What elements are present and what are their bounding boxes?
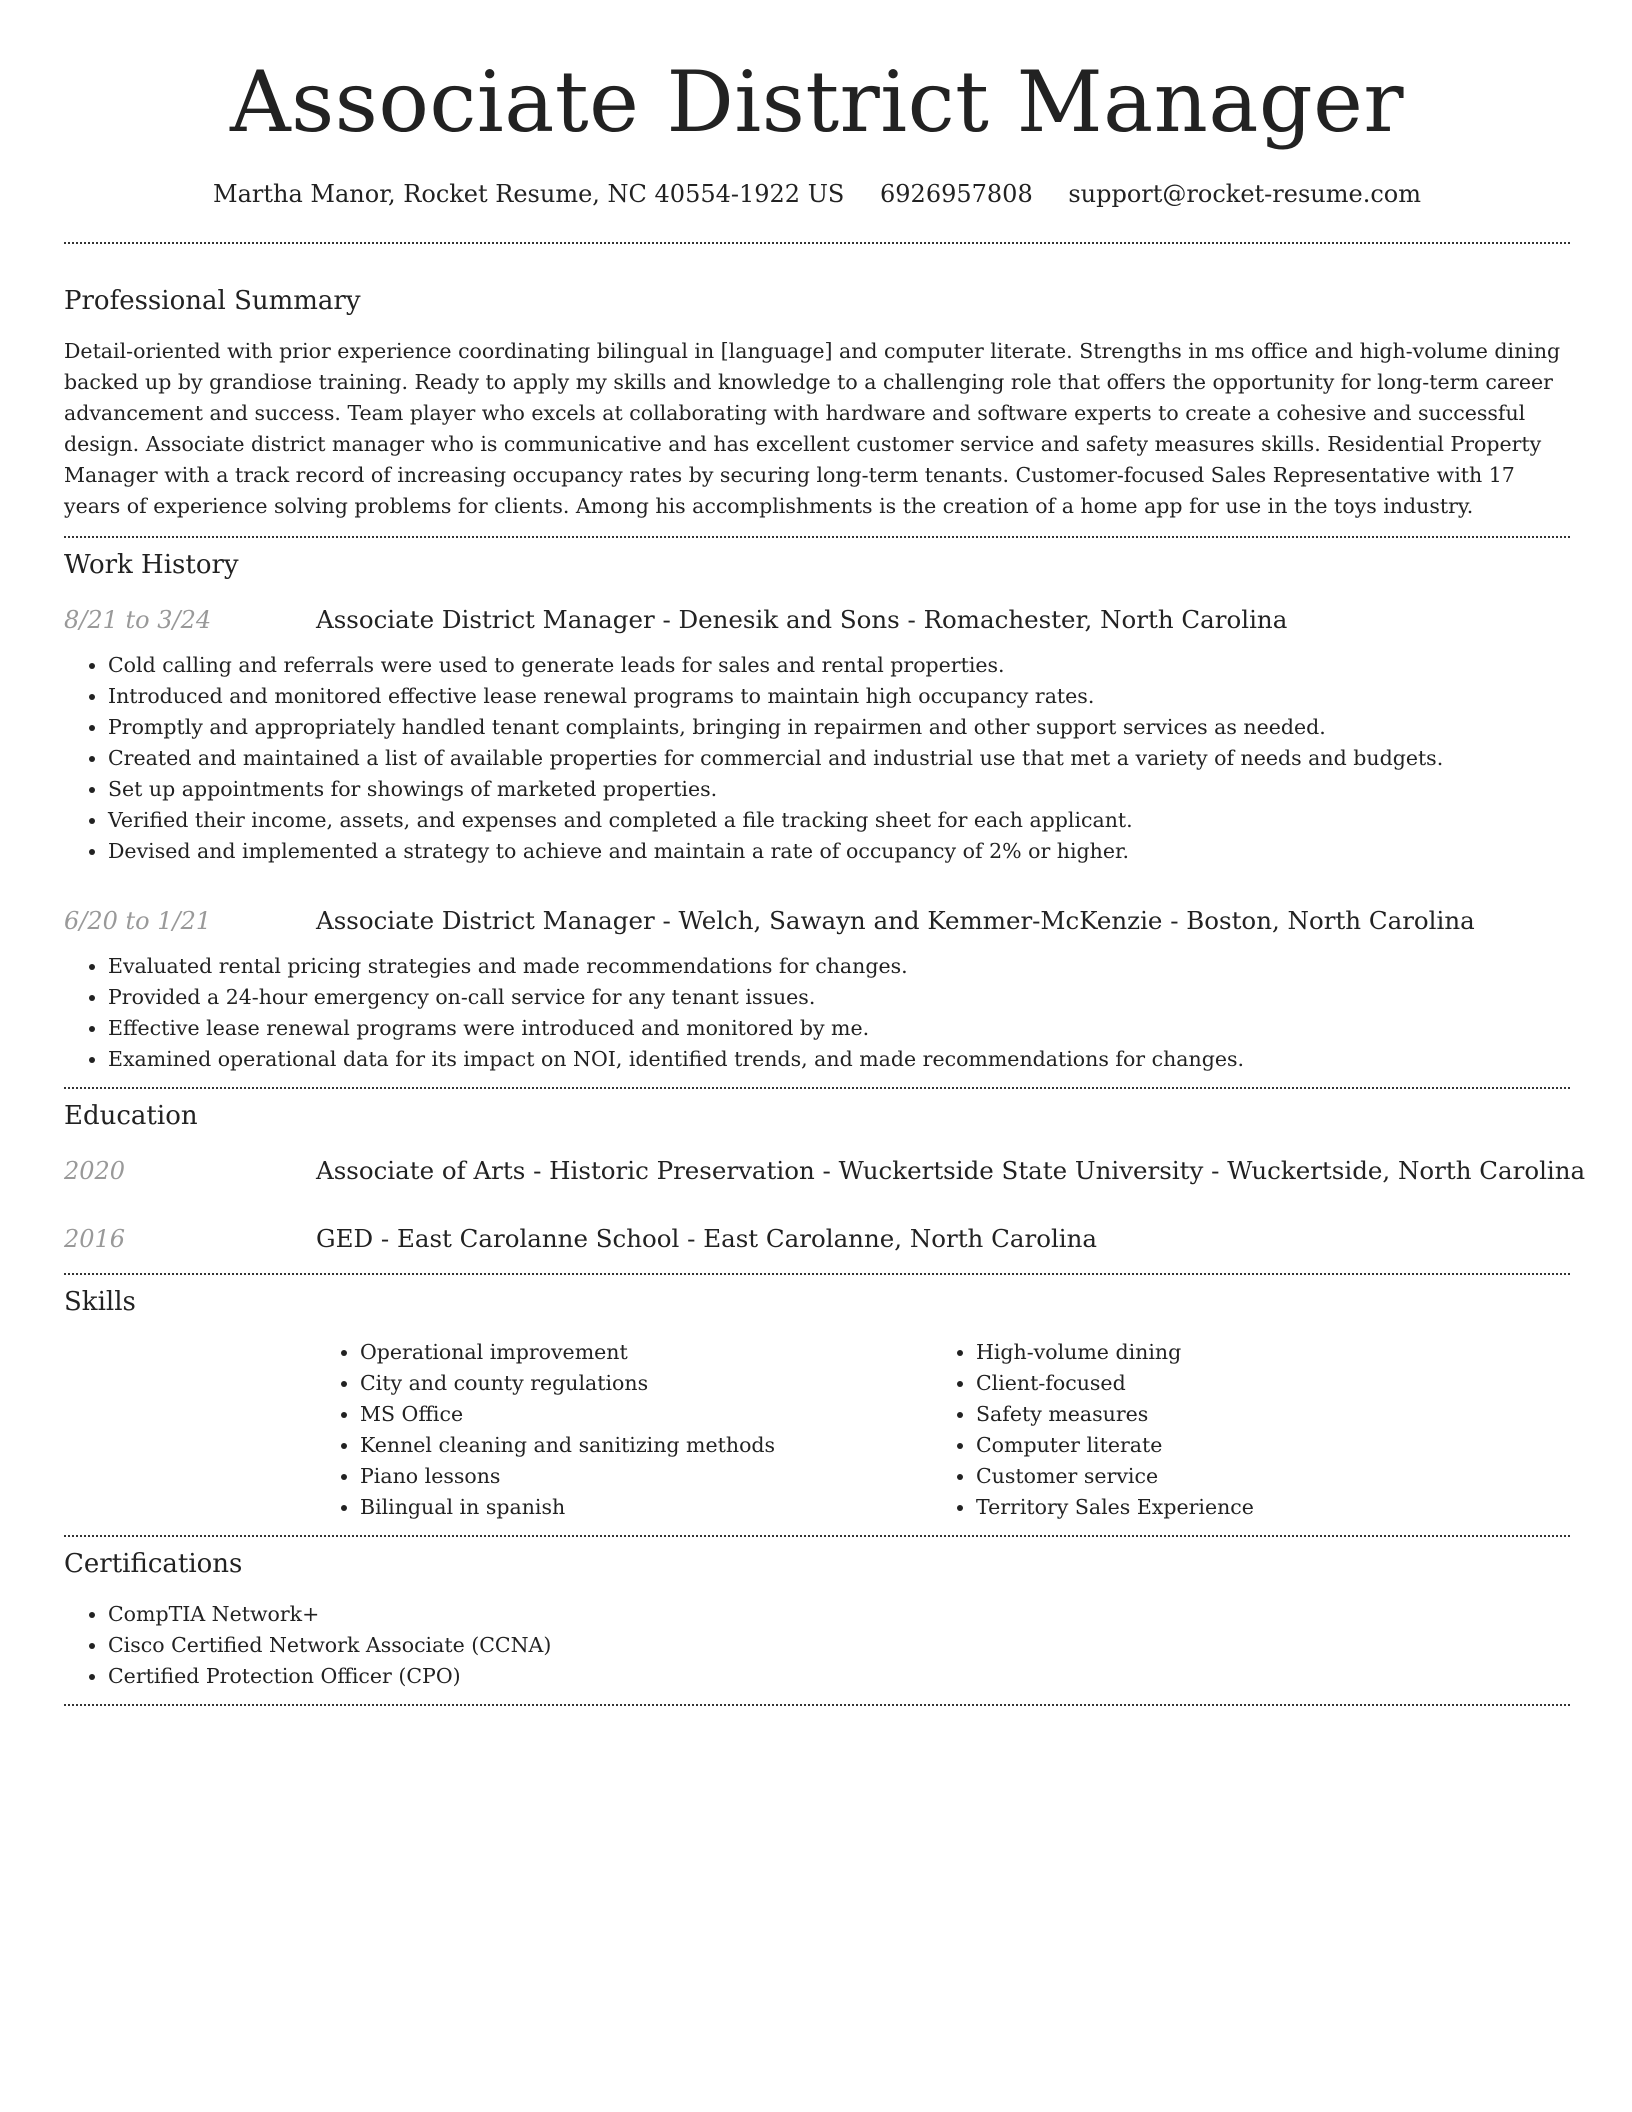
divider — [64, 1273, 1570, 1275]
job-bullets — [64, 650, 1570, 867]
job-dates: 6/20 to 1/21 — [64, 907, 212, 935]
education-text: GED - East Carolanne School - East Carolanne, North Carolina — [316, 1224, 1097, 1253]
divider — [64, 536, 1570, 538]
education-entry — [64, 1153, 1586, 1193]
divider — [64, 1704, 1570, 1706]
list-item: • Certified Protection Officer (CPO) — [108, 1661, 1570, 1692]
skills-column-left — [316, 1337, 932, 1523]
skills-list — [316, 1337, 1570, 1523]
list-item: • Devised and implemented a strategy to achieve and maintain a rate of occupancy of 2% or higher. — [108, 836, 1570, 867]
contact-email: support@rocket-resume.com — [1068, 180, 1421, 208]
list-item: • Examined operational data for its impact on NOI, identified trends, and made recommendations for changes. — [108, 1044, 1570, 1075]
list-item: • Operational improvement — [360, 1337, 932, 1368]
list-item: • Kennel cleaning and sanitizing methods — [360, 1430, 932, 1461]
list-item: • Customer service — [976, 1461, 1548, 1492]
divider — [64, 1535, 1570, 1537]
summary-text: Detail-oriented with prior experience coordinating bilingual in [language] and computer literate. Strengths in ms office and high-volume dining backed up by grandiose training. Ready to apply my skills and knowledge to a challenging role that offers the opportunity for long-term career advancement and success. Team player who excels at collaborating with hardware and software experts to create a cohesive and successful design. Associate district manager who is communicative and has excellent customer service and safety measures skills. Residential Property Manager with a track record of increasing occupancy rates by securing long-term tenants. Customer-focused Sales Representative with 17 years of experience solving problems for clients. Among his accomplishments is the creation of a home app for use in the toys industry. — [64, 339, 1561, 518]
list-item: • Effective lease renewal programs were introduced and monitored by me. — [108, 1013, 1570, 1044]
list-item: • Client-focused — [976, 1368, 1548, 1399]
list-item: • Created and maintained a list of available properties for commercial and industrial use that met a variety of needs and budgets. — [108, 743, 1570, 774]
divider — [64, 1087, 1570, 1089]
education-text: Associate of Arts - Historic Preservation - Wuckertside State University - Wuckertside, North Carolina — [316, 1156, 1586, 1185]
list-item: • Cold calling and referrals were used to generate leads for sales and rental properties. — [108, 650, 1570, 681]
skills-bullets — [316, 1337, 932, 1523]
job-title: Associate District Manager - Denesik and Sons - Romachester, North Carolina — [316, 605, 1288, 634]
list-item: • Evaluated rental pricing strategies and made recommendations for changes. — [108, 951, 1570, 982]
education-entry — [64, 1221, 1570, 1261]
job-header — [64, 602, 1570, 642]
list-item: • Set up appointments for showings of marketed properties. — [108, 774, 1570, 805]
list-item: • Territory Sales Experience — [976, 1492, 1548, 1523]
list-item: • Cisco Certified Network Associate (CCNA) — [108, 1630, 1570, 1661]
job-dates: 8/21 to 3/24 — [64, 606, 212, 634]
education-year: 2020 — [64, 1157, 126, 1185]
certifications-list — [64, 1599, 1570, 1692]
list-item: • Bilingual in spanish — [360, 1492, 932, 1523]
list-item: • MS Office — [360, 1399, 932, 1430]
education-year: 2016 — [64, 1225, 126, 1253]
list-item: • Computer literate — [976, 1430, 1548, 1461]
resume-page — [64, 0, 1586, 1706]
job-title: Associate District Manager - Welch, Sawayn and Kemmer-McKenzie - Boston, North Carolina — [316, 906, 1475, 935]
resume-title: Associate District Manager — [229, 53, 1405, 151]
skills-bullets — [932, 1337, 1548, 1523]
list-item: • Provided a 24-hour emergency on-call service for any tenant issues. — [108, 982, 1570, 1013]
list-item: • Piano lessons — [360, 1461, 932, 1492]
job-bullets — [64, 951, 1570, 1075]
contact-line — [64, 178, 1570, 210]
list-item: • Promptly and appropriately handled tenant complaints, bringing in repairmen and other support services as needed. — [108, 712, 1570, 743]
contact-phone: 6926957808 — [880, 180, 1033, 208]
section-heading-summary: Professional Summary — [64, 286, 361, 316]
list-item: • Verified their income, assets, and expenses and completed a file tracking sheet for each applicant. — [108, 805, 1570, 836]
section-heading-certifications: Certifications — [64, 1549, 243, 1579]
job-header — [64, 903, 1570, 943]
list-item: • High-volume dining — [976, 1337, 1548, 1368]
list-item: • CompTIA Network+ — [108, 1599, 1570, 1630]
list-item: • Safety measures — [976, 1399, 1548, 1430]
section-heading-work: Work History — [64, 550, 239, 580]
list-item: • City and county regulations — [360, 1368, 932, 1399]
section-heading-education: Education — [64, 1101, 198, 1131]
divider — [64, 242, 1570, 244]
skills-column-right — [932, 1337, 1548, 1523]
section-heading-skills: Skills — [64, 1287, 136, 1317]
list-item: • Introduced and monitored effective lease renewal programs to maintain high occupancy rates. — [108, 681, 1570, 712]
contact-address: Martha Manor, Rocket Resume, NC 40554-1922 US — [213, 180, 845, 208]
